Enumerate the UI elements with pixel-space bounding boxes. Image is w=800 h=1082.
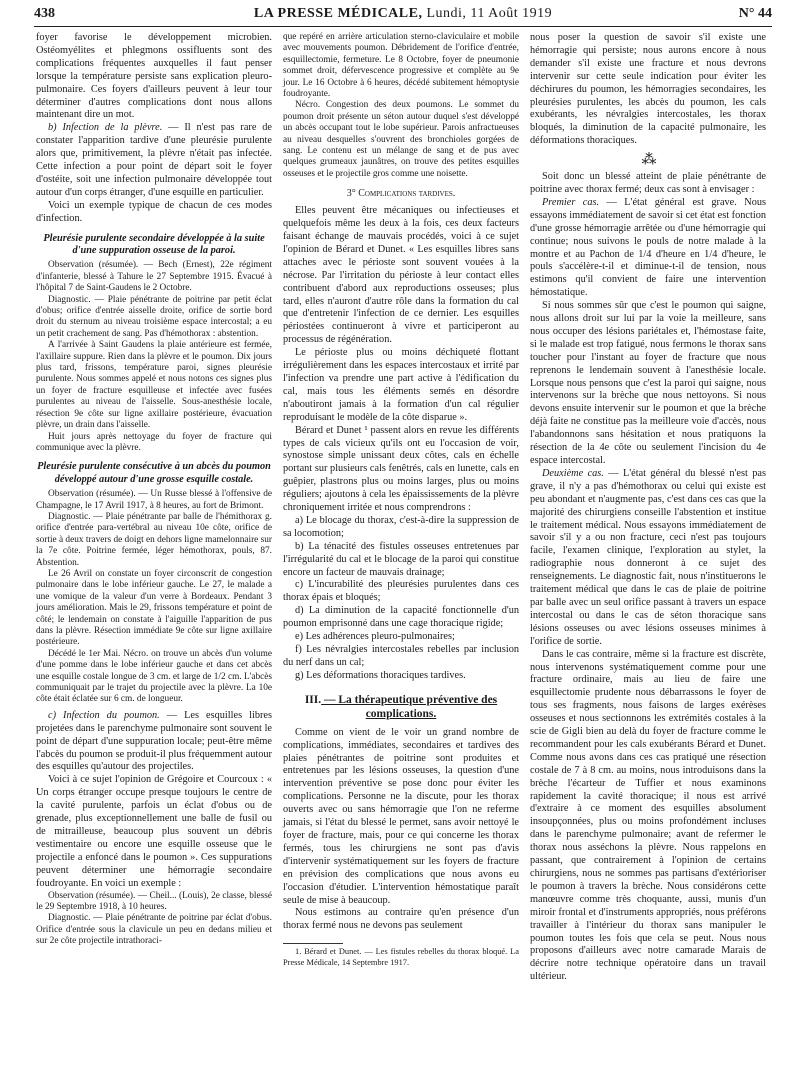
case-text: A l'arrivée à Saint Gaudens la plaie antérieure est fermée, l'axillaire suppure. Rien dans la plèvre et le poumon. Dix jours plus tard, frissons, température paroi, signes pleurésie purulente. Nous sommes appelé et nous notons ces signes plus un foyer de fracture esquilleuse et infectée avec fusées purulentes au niveau de l'aisselle. Sous-anesthésie locale, résection 9e côte sur ligne axillaire postérieure, évacuation plèvre, un drain dans l'aisselle. (36, 340, 272, 431)
paragraph: Si nous sommes sûr que c'est le poumon qui saigne, nous allons droit sur lui par la voie la meilleure, sans nous occuper des lésions pariétales et, l'hémostase faite, si le malade est trop fatigué, nous fermons le thorax sans toucher pour l'instant au foyer de fracture que nous reprenons le lendemain souvent à l'anesthésie locale. Lorsque nous pensons que c'est la paroi qui saigne, nous intervenons sur la brèche que nous nettoyons. Si nous devons ensuite intervenir sur le poumon et que la brèche déjà faite ne constitue pas la meilleure voie d'accès, nous l'abandonnons sans hésitation et nous pratiquons la résection de la 4e côte ou seulement l'incision du 4e espace intercostal. (530, 300, 766, 466)
column-2 (283, 32, 519, 968)
case-text: Huit jours après nettoyage du foyer de fracture qui communique avec la plèvre. (36, 431, 272, 453)
chapter-heading (283, 693, 519, 721)
paragraph: nous poser la question de savoir s'il existe une hémorragie qui persiste; nous aurons encore à nous demander s'il existe une fracture et nous devrons intervenir sur cette seule indication pour éviter les déchirures du poumon, les hémorragies secondaires, les pleurésies purulentes, les abcès du poumon, les cals exubérants, les névralgies intercostales, les thorax bloqués, la diminution de la capacité pulmonaire, les déformations thoraciques. (530, 32, 766, 147)
list-item: b) La ténacité des fistules osseuses entretenues par l'irrégularité du cal et le blocage de la paroi qui constitue encore un facteur de mauvais drainage; (283, 540, 519, 578)
issue-number: N° 44 (738, 6, 772, 21)
paragraph: Nous estimons au contraire qu'en présence d'un thorax fermé nous ne devons pas seulement (283, 907, 519, 932)
paragraph (530, 468, 766, 649)
diagnostic: Diagnostic. — Plaie pénétrante de poitrine par éclat d'obus. Orifice d'entrée sous la clavicule un peu en dedans milieu et sur 2e côte projectile intrathoraci- (36, 913, 272, 947)
paragraph-text: — L'état général du blessé n'est pas grave, il n'y a pas d'hémothorax ou celui qui existe est peu abondant et n'augmente pas, c'est dans ces cas que la majorité des chirurgiens conseille l'abstention et institue le traitement médical. Nous essayons immédiatement de savoir s'il y a ou non fracture, ceci n'est pas toujours facile, l'examen clinique, l'exploration au stylet, la radiographie nous donneront à ce sujet des renseignements. Le diagnostic fait, nous n'instituerons le traitement médical que dans le cas de plaie de poitrine par balle avec un seul orifice passant à travers un espace intercostal ou dans le cas de séton thoracique sans lésions osseuses ou avec lésions osseuses minimes à l'orifice de sortie. (530, 467, 766, 647)
footnote-rule (283, 943, 343, 944)
paragraph: Voici un exemple typique de chacun de ces modes d'infection. (36, 199, 272, 224)
paragraph: Comme on vient de le voir un grand nombre de complications, immédiates, secondaires et tardives des plaies pénétrantes de poitrine sont produites et entretenues par les lésions osseuses, la question d'une intervention préventive se pose donc pour éviter les complications. Personne ne la discute, pour les thorax ouverts avec ou sans hémorragie que l'on ne referme jamais, si l'état du blessé le permet, sans avoir nettoyé le foyer de fracture, mais, pour ce qui concerne les thorax fermés, tous les chirurgiens ne sont pas d'avis d'intervenir systématiquement sur les foyers de fracture en prévision des complications que nous avons eu l'occasion d'étudier. L'intervention hémostatique paraît seule de mise à beaucoup. (283, 726, 519, 906)
paragraph: foyer favorise le développement microbien. Ostéomyélites et phlegmons ossifluents sont des complications fréquentes auxquelles il faut penser lorsque la température persiste sans explication pleuro-pulmonaire. Ces foyers d'ailleurs peuvent à leur tour déterminer d'autres complications dont nous allons maintenant dire un mot. (36, 32, 272, 121)
case-heading: Pleurésie purulente consécutive à un abcès du poumon développé autour d'une grosse esquille costale. (37, 461, 271, 485)
section-label: c) Infection du poumon. (48, 709, 160, 721)
paragraph: Le périoste plus ou moins déchiqueté flottant irrégulièrement dans les espaces intercostaux et irrité par l'infection va prendre une part active à l'édification du cal, mais tous les éléments semés en désordre n'aboutiront jamais à la formation d'un cal régulier reproduisant le modèle de la côte disparue ». (283, 347, 519, 423)
case-text: Décédé le 1er Mai. Nécro. on trouve un abcès d'un volume d'une pomme dans le lobe inférieur gauche et dans cet abcès une esquille costale longue de 3 cm. et large de 1/2 cm. L'abcès communiquait par le trajet du projectile avec la plèvre. La 10e côte était éclatée sur 6 cm. de longueur. (36, 648, 272, 705)
section-separator: ⁂ (641, 152, 655, 169)
case-label: Deuxième cas. (542, 467, 604, 479)
paragraph: Voici à ce sujet l'opinion de Grégoire et Courcoux : « Un corps étranger occupe presque toujours le centre de la cavité purulente, parfois un éclat d'obus ou de grenade, plus exceptionnellement une balle de fusil ou de mitrailleuse, beaucoup plus souvent un débris vestimentaire ou encore une esquille osseuse que le projectile a enfoncé dans le poumon ». Ces suppurations peuvent déterminer une hémorragie secondaire foudroyante. En voici un exemple : (36, 774, 272, 889)
paragraph (36, 710, 272, 775)
journal-name: LA PRESSE MÉDICALE, (253, 6, 423, 21)
list-item: g) Les déformations thoraciques tardives. (295, 669, 466, 681)
paragraph-text: — Il n'est pas rare de constater l'apparition tardive d'une pleurésie purulente alors que, primitivement, la plèvre n'était pas infectée. Cette infection a pour point de départ soit le foyer d'ostéite, soit une infection pulmonaire développée tout autour d'un corps étranger, d'une esquille en particulier. (36, 122, 273, 198)
case-text: Le 26 Avril on constate un foyer circonscrit de congestion pulmonaire dans le lobe inférieur gauche. Le 27, le malade a une vomique de la valeur d'un verre à Bordeaux. Pendant 3 jours amélioration. Mais le 29, frissons température et point de côté; le lendemain on constate à l'aiguille l'apparition de pus dans la plèvre. Résection immédiate 9e côte sur ligne axillaire postérieure. (36, 568, 272, 648)
case-text: Nécro. Congestion des deux poumons. Le sommet du poumon droit présente un séton autour duquel s'est développé un abcès occupant tout le lobe supérieur. Parois anfractueuses au niveau desquelles s'ouvrent des bronchioles gorgées de sang. Le contenu est un mélange de sang et de pus avec quelques grumeaux jaunâtres, on trouve des petites esquilles osseuses et le projectile gros comme une noisette. (283, 100, 519, 179)
observation: Observation (résumée). — Un Russe blessé à l'offensive de Champagne, le 17 Avril 1917, à 8 heures, au fort de Brimont. (36, 489, 272, 511)
case-heading: Pleurésie purulente secondaire développée à la suite d'une suppuration osseuse de la paroi. (43, 232, 265, 256)
paragraph (530, 197, 766, 300)
chapter-title: — La thérapeutique préventive des complications. (321, 693, 498, 720)
list-item: e) Les adhérences pleuro-pulmonaires; (295, 631, 455, 643)
paragraph: Dans le cas contraire, même si la fracture est discrète, nous intervenons systématiquement comme pour une fracture ordinaire, mais au lieu de faire une esquillectomie prudente nous débarrassons le foyer de tous ses fragments, nous faisons de larges exérèses osseuses et nous sectionnons les extrémités costales à la scie de Gigli bien au delà du foyer de fracture comme le recommandent pour les cals exubérants Bérard et Dunet. Comme nous avons dans ces cas pratiqué une résection costale de 7 à 8 cm. au moins, nous introduisons dans la brèche l'écarteur de Tuffier et nous examinons rapidement la cavité thoracique; il nous est arrivé d'extraire à ce moment des esquilles absolument insoupçonnées, plus ou moins profondément incluses dans le parenchyme pulmonaire; avant de refermer le thorax nous asséchons la plèvre. Nous rappelons en passant, que contrairement à l'opinion de certains chirurgiens, nous ne sommes pas partisans d'extérioriser le poumon à travers la brèche. Nous considérons cette manœuvre comme très choquante, aussi, munis d'un miroir frontal et d'instruments appropriés, nous préférons travailler à l'intérieur du thorax sans manipuler le poumon toutes les fois que cela se peut. Nous nous proposons d'ailleurs avec notre camarade Marais de décrire notre technique opératoire dans un travail ultérieur. (530, 648, 766, 983)
column-3 (530, 32, 766, 984)
issue-date: Lundi, 11 Août 1919 (426, 6, 553, 21)
section-label: b) Infection de la plèvre. (48, 122, 163, 134)
case-text: que repéré en arrière articulation sterno-claviculaire et mobile avec mouvements poumon. Débridement de l'orifice d'entrée, esquillectomie, fermeture. Le 8 Octobre, foyer de pneumonie sommet droit, défervescence progressive et complète au 9e jour. Le 16 Octobre à 6 heures, décédé subitement hémoptysie foudroyante. (283, 32, 519, 100)
running-title (34, 6, 772, 22)
section-heading: 3° Complications tardives. (346, 188, 456, 200)
observation: Observation (résumée). — Bech (Ernest), 22e régiment d'infanterie, blessé à Tahure le 27 Septembre 1915. Évacué à l'hôpital 7 de Saint-Gaudens le 2 Octobre. (36, 260, 272, 294)
paragraph-text: — L'état général est grave. Nous essayons immédiatement de savoir si cet état est fonction d'une grosse hémorragie arrêtée ou d'une hémorragie qui continue; nous suivons le pouls de notre malade à la montre et au Pachon de 1/4 d'heure en 1/4 d'heure, le pouls s'accélère-t-il et diminue-t-il de tension, nous estimons qu'il convient de faire une intervention hémostatique. (530, 196, 766, 299)
column-1 (36, 32, 272, 948)
chapter-number: III. (304, 693, 322, 706)
page-number: 438 (34, 6, 55, 21)
paragraph: Bérard et Dunet ¹ passent alors en revue les différents types de cals vicieux qu'ils ont eu l'occasion de voir, synostose simple unissant deux côtes, cals en échelle portant sur plusieurs cals fenêtrés, cals en lunette, cals en guêpier, plastrons plus ou moins larges, plus ou moins réguliers; ajoutons à cela les épaississements de la plèvre chroniquement irritée et nous comprendrons : (283, 424, 519, 514)
list-item: f) Les névralgies intercostales rebelles par inclusion du nerf dans un cal; (283, 644, 519, 668)
diagnostic: Diagnostic. — Plaie pénétrante de poitrine par petit éclat d'obus; orifice d'entrée aisselle droite, orifice de sortie bord droit du sternum au niveau troisième espace intercostal; a eu un petit crachement de sang. Pas d'hémothorax : abstention. (36, 294, 272, 339)
paragraph (36, 122, 272, 199)
list-item: c) L'incurabilité des pleurésies purulentes dans ces thorax épais et bloqués; (283, 579, 519, 604)
paragraph-text: — Les esquilles libres projetées dans le parenchyme pulmonaire sont souvent le point de départ d'une suppuration locale; peut-être même l'abcès du poumon se produit-il plus fréquemment autour des esquilles qu'autour des projectiles. (36, 709, 272, 773)
footnote: 1. Bérard et Dunet. — Les fistules rebelles du thorax bloqué. La Presse Médicale, 14 Septembre 1917. (283, 947, 519, 967)
list-item: d) La diminution de la capacité fonctionnelle d'un poumon emprisonné dans une cage thoracique rigide; (283, 605, 519, 630)
observation: Observation (résumée). — Cheil... (Louis), 2e classe, blessé le 29 Septembre 1918, à 10 heures. (36, 890, 272, 912)
diagnostic: Diagnostic. — Plaie pénétrante par balle de l'hémithorax g. orifice d'entrée para-vertébral au niveau 10e côte, orifice de sortie à deux travers de doigt en dehors ligne mamelonnaire sur la 7e côte. Poitrine fermée, léger hémothorax, pouls, 87. Abstention. (36, 511, 272, 568)
page-header (34, 6, 772, 27)
list-item: a) Le blocage du thorax, c'est-à-dire la suppression de sa locomotion; (283, 514, 519, 539)
case-label: Premier cas. (542, 196, 600, 208)
paragraph: Elles peuvent être mécaniques ou infectieuses et quelquefois même les deux à la fois, ces deux facteurs faisant échange de mauvais procédés, voici à ce sujet l'opinion de Bérard et Dunet. « Les esquilles libres sans attaches avec le périoste sont souvent vouées à la nécrose. Par l'irritation du périoste à leur contact elles contribuent d'abord aux reproductions osseuses; plus tard, elles n'auront d'autre rôle dans la formation du cal que d'entretenir l'infection de ce dernier. Les esquilles périostées continueront à vivre et participeront au processus de régénération. (283, 205, 519, 346)
paragraph: Soit donc un blessé atteint de plaie pénétrante de poitrine avec thorax fermé; deux cas sont à envisager : (530, 171, 766, 195)
